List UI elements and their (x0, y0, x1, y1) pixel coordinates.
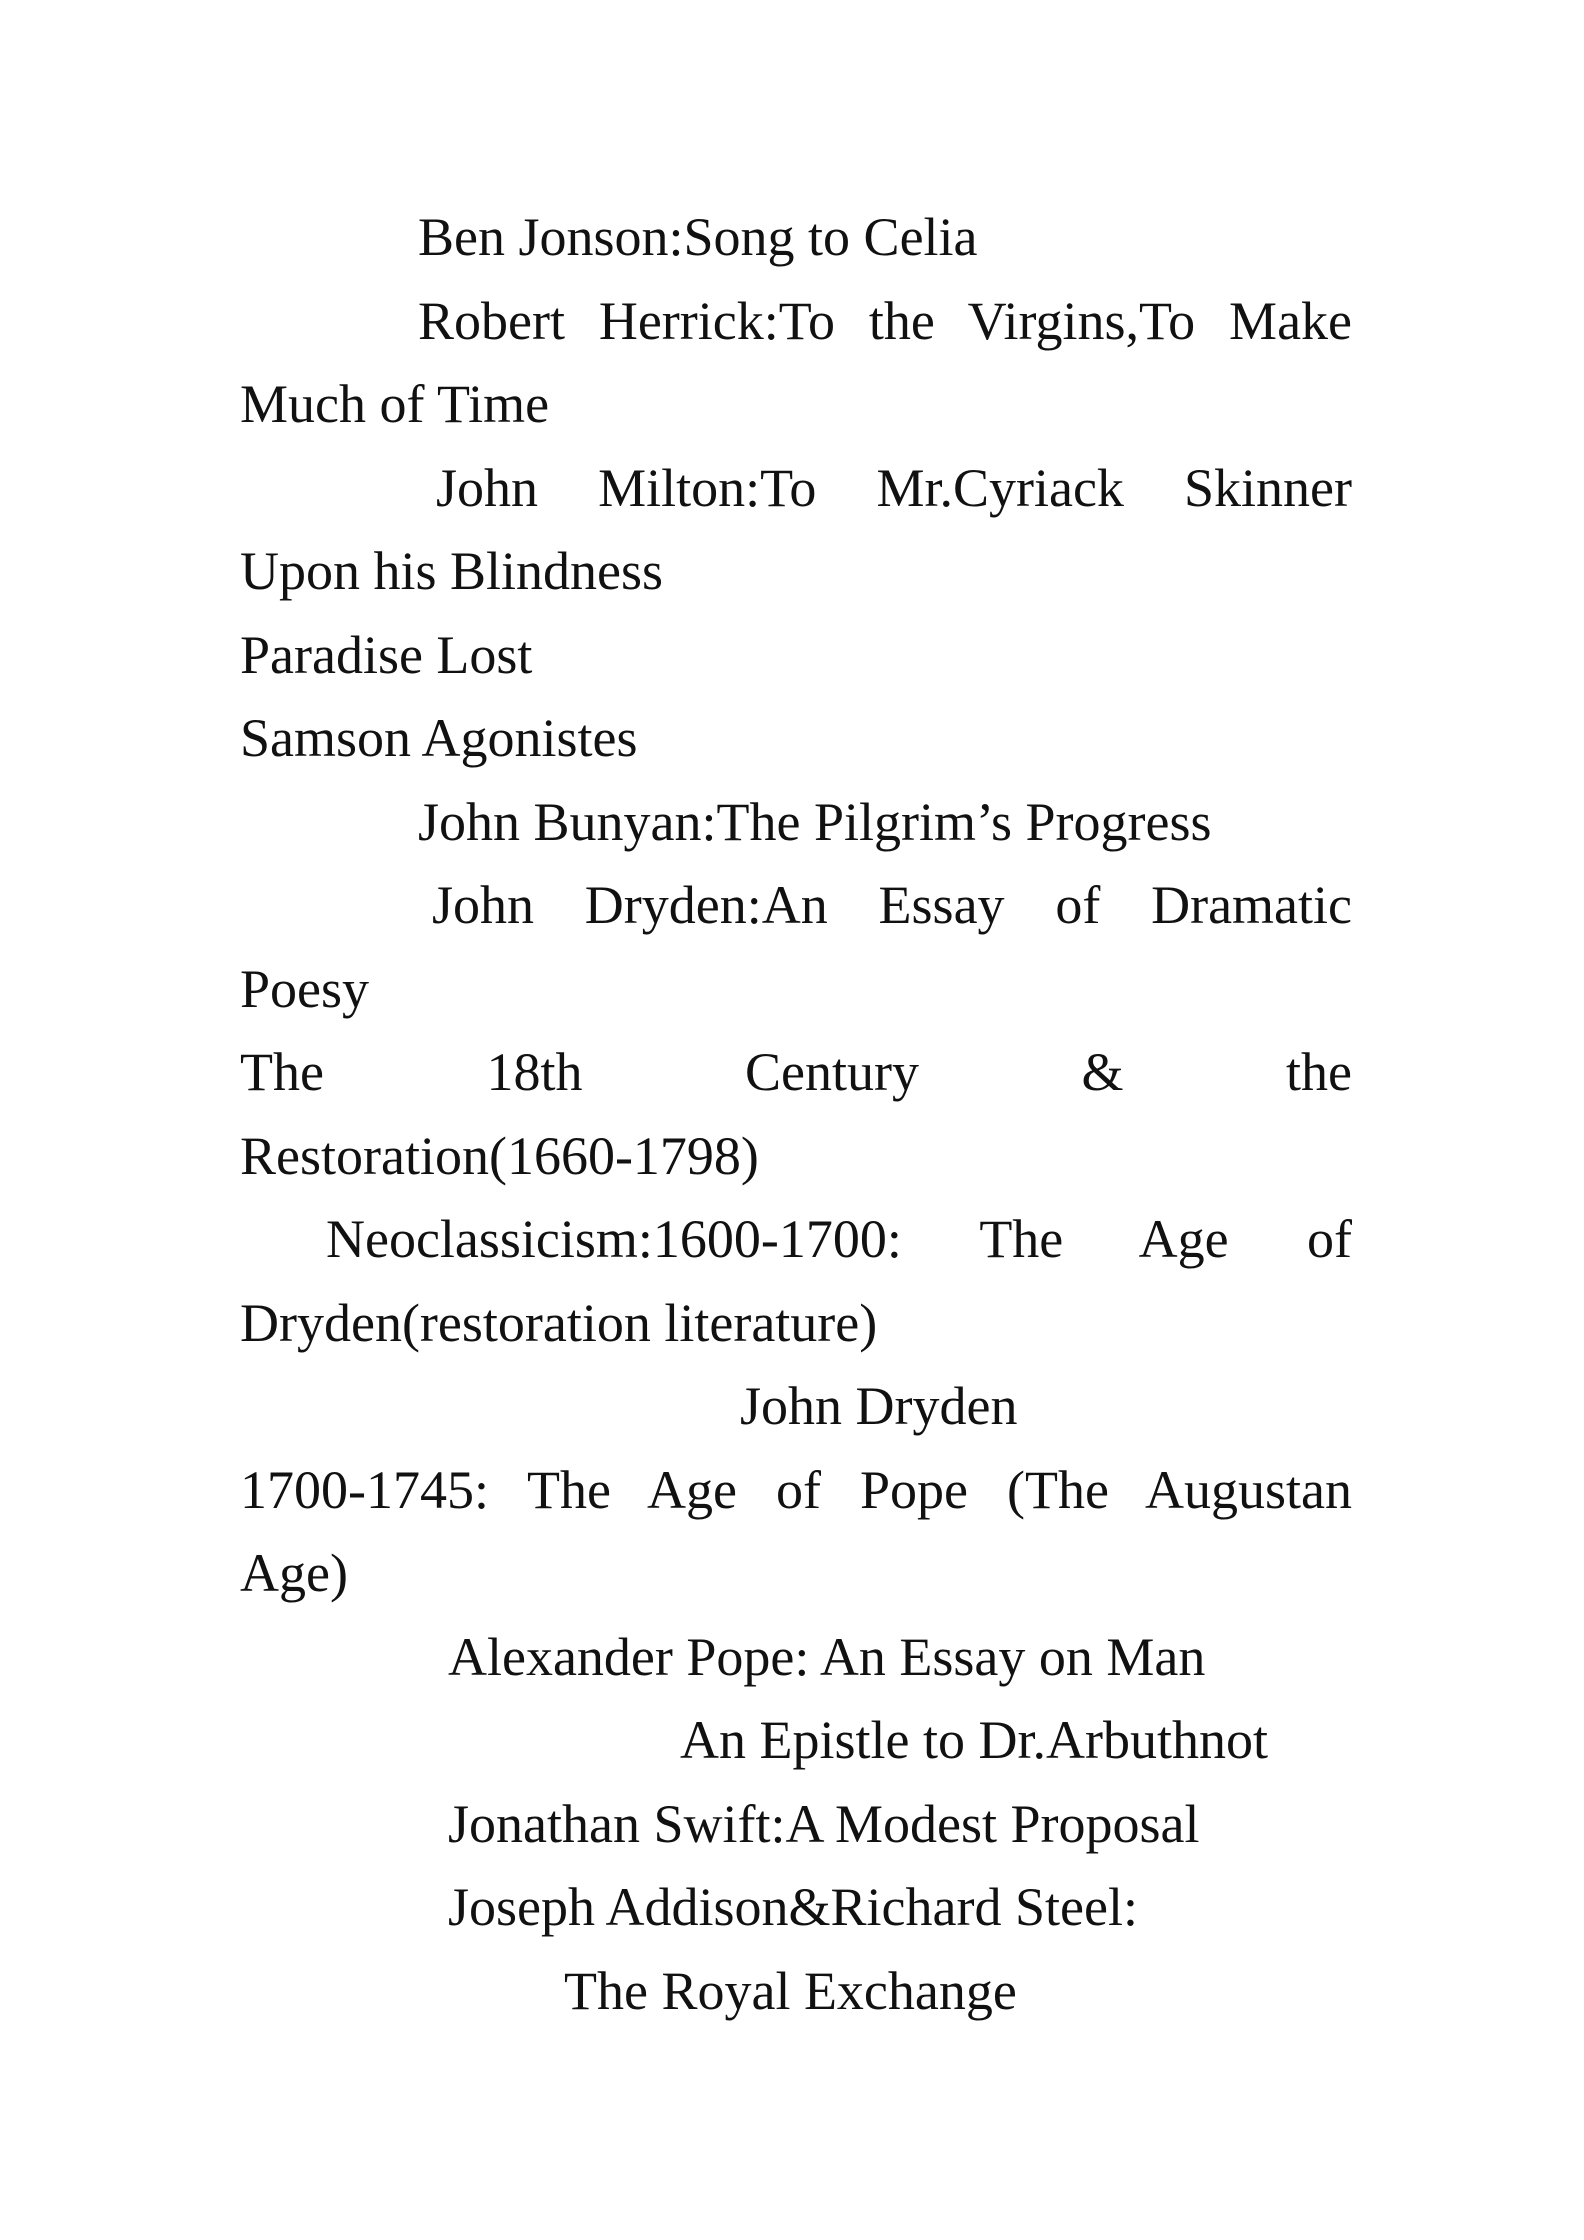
text-line: Alexander Pope: An Essay on Man (448, 1626, 1206, 1687)
text-line: Ben Jonson:Song to Celia (418, 207, 978, 267)
text-line: Robert Herrick:To the Virgins,To Make (418, 290, 1352, 351)
text-line: Much of Time (240, 374, 550, 434)
document-text (240, 196, 1352, 2033)
text-line: John Dryden:An Essay of Dramatic (432, 875, 1352, 935)
text-line: Jonathan Swift:A Modest Proposal (448, 1793, 1200, 1854)
text-line: Samson Agonistes (240, 708, 638, 768)
text-line: John Bunyan:The Pilgrim’s Progress (418, 791, 1212, 852)
text-line: Upon his Blindness (240, 541, 664, 601)
text-line: Poesy (240, 958, 370, 1019)
text-line: John Milton:To Mr.Cyriack Skinner (436, 457, 1352, 518)
text-line: Joseph Addison&Richard Steel: (448, 1877, 1138, 1937)
text-line: 1700-1745: The Age of Pope (The Augustan (240, 1459, 1352, 1520)
text-line: Dryden(restoration literature) (240, 1292, 878, 1353)
text-line: Age) (240, 1543, 348, 1603)
section-heading: Restoration(1660-1798) (240, 1125, 759, 1186)
text-line: An Epistle to Dr.Arbuthnot (680, 1710, 1268, 1770)
text-line: John Dryden (740, 1376, 1018, 1436)
section-heading: The 18th Century & the (240, 1042, 1352, 1102)
text-line: Neoclassicism:1600-1700: The Age of (326, 1209, 1352, 1269)
text-line: The Royal Exchange (564, 1960, 1017, 2021)
text-line: Paradise Lost (240, 624, 533, 685)
